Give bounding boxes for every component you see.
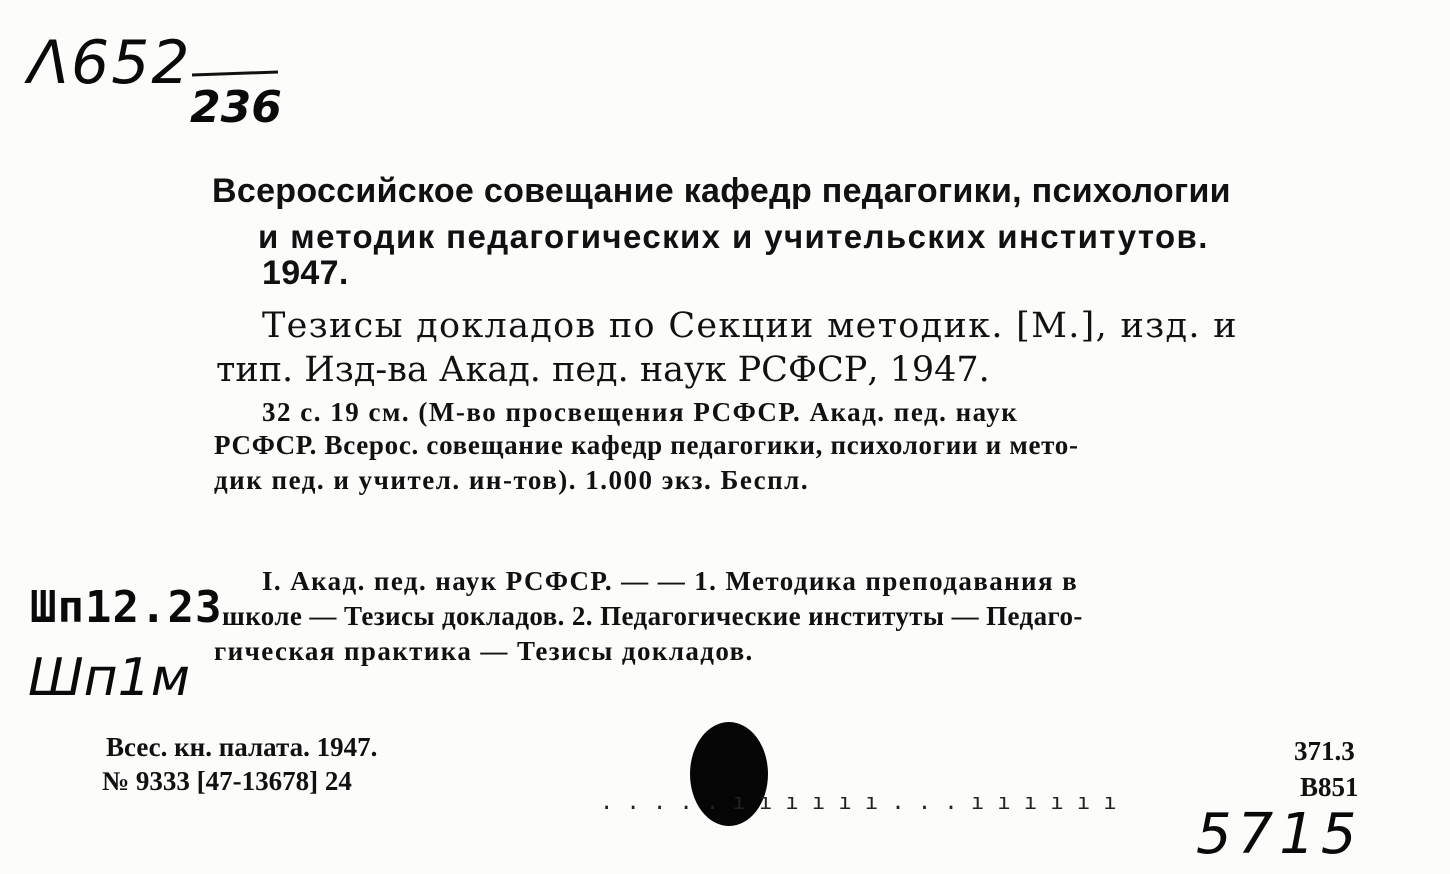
description-line-2: РСФСР. Всерос. совещание кафедр педагогики, психологии и мето- [214, 430, 1079, 460]
handwritten-call-number: Λ652 [28, 28, 192, 98]
heading-line-2: и методик педагогических и учительских институтов. [258, 218, 1209, 255]
tracing-line-1: I. Акад. пед. наук РСФСР. — — 1. Методика преподавания в [262, 566, 1079, 596]
title-line-2: тип. Изд-ва Акад. пед. наук РСФСР, 1947. [216, 350, 990, 390]
heading-line-1: Всероссийское совещание кафедр педагогики, психологии [212, 172, 1231, 210]
card-number-line: № 9333 [47-13678] 24 [102, 766, 352, 796]
description-line-1: 32 с. 19 см. (М-во просвещения РСФСР. Акад. пед. наук [262, 397, 1019, 427]
description-line-3: дик пед. и учител. ин-тов). 1.000 экз. Беспл. [214, 465, 810, 495]
title-line-1: Тезисы докладов по Секции методик. [М.], изд. и [262, 306, 1238, 346]
classification-number: 371.3 [1294, 736, 1355, 766]
book-chamber-line: Всес. кн. палата. 1947. [106, 732, 378, 762]
handwritten-accession-number: 5715 [1196, 802, 1363, 867]
call-number-fraction-line [192, 71, 278, 77]
handwritten-shelf-mark-1: Шп12.23 [30, 582, 223, 633]
tracing-line-2: школе — Тезисы докладов. 2. Педагогические институты — Педаго- [222, 601, 1083, 631]
handwritten-shelf-mark-2: Шп1м [28, 648, 190, 708]
heading-line-3: 1947. [262, 254, 349, 292]
author-mark: В851 [1300, 772, 1359, 802]
print-specks: . . . . . ı ı ı ı ı ı . . . ı ı ı ı ı ı [600, 790, 1117, 815]
tracing-line-3: гическая практика — Тезисы докладов. [214, 636, 754, 666]
handwritten-call-number-sub: 236 [190, 82, 282, 133]
